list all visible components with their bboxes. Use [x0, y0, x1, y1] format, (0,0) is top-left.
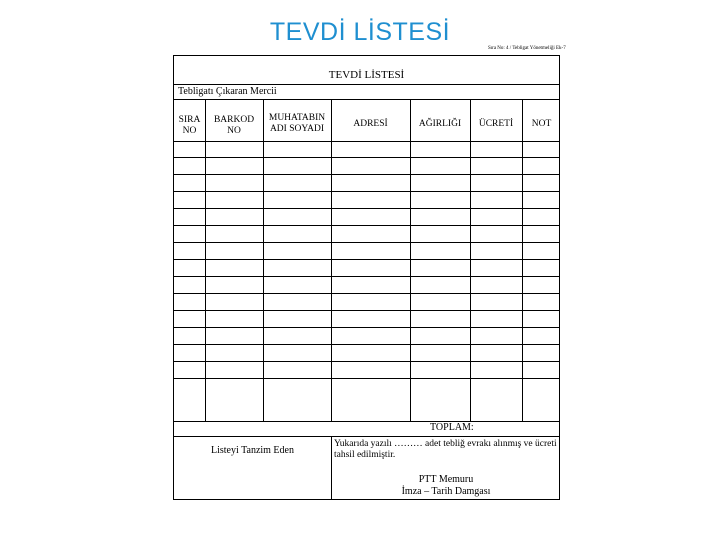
column-header-adres: ADRESİ — [353, 119, 388, 129]
column-divider — [410, 99, 411, 421]
table-row-rule — [174, 157, 559, 158]
prepared-by-label: Listeyi Tanzim Eden — [211, 445, 294, 456]
heading-divider — [174, 84, 559, 85]
table-row-rule — [174, 191, 559, 192]
total-label: TOPLAM: — [430, 422, 474, 433]
table-row-rule — [174, 361, 559, 362]
table-bottom-rule — [174, 421, 559, 422]
officer-title: PTT Memuru — [418, 474, 474, 485]
table-row-rule — [174, 208, 559, 209]
table-row-rule — [174, 242, 559, 243]
table-row-rule — [174, 310, 559, 311]
confirmation-text: Yukarıda yazılı ……… adet tebliğ evrakı alınmış ve ücreti tahsil edilmiştir. — [334, 439, 557, 460]
table-row-rule — [174, 141, 559, 142]
column-divider — [470, 99, 471, 421]
table-row-rule — [174, 174, 559, 175]
table-row-rule — [174, 293, 559, 294]
table-row-rule — [174, 276, 559, 277]
column-divider — [331, 99, 332, 421]
column-header-muhatap: MUHATABIN ADI SOYADI — [268, 113, 326, 134]
table-row-rule — [174, 259, 559, 260]
slide-title: TEVDİ LİSTESİ — [269, 18, 451, 46]
column-header-not: NOT — [531, 119, 552, 129]
column-divider — [522, 99, 523, 421]
deposit-list-form — [173, 55, 560, 500]
table-row-rule — [174, 344, 559, 345]
signature-line: İmza – Tarih Damgası — [401, 486, 491, 497]
table-row-rule — [174, 225, 559, 226]
column-header-barkod-no: BARKOD NO — [213, 115, 255, 136]
officer-block — [331, 474, 561, 498]
column-divider — [205, 99, 206, 421]
table-row-rule — [174, 378, 559, 379]
table-row-rule — [174, 327, 559, 328]
issuer-label: Tebligatı Çıkaran Mercii — [178, 86, 277, 97]
page-reference: Sıra No: 4 / Tebligat Yönetmeliği Ek-7 — [488, 46, 566, 51]
list-table — [174, 99, 559, 421]
column-divider — [263, 99, 264, 421]
column-header-ucret: ÜCRETİ — [478, 119, 514, 129]
column-header-agirlik: AĞIRLIĞI — [418, 119, 462, 129]
column-header-sira-no: SIRA NO — [178, 115, 201, 136]
form-heading: TEVDİ LİSTESİ — [328, 69, 405, 81]
